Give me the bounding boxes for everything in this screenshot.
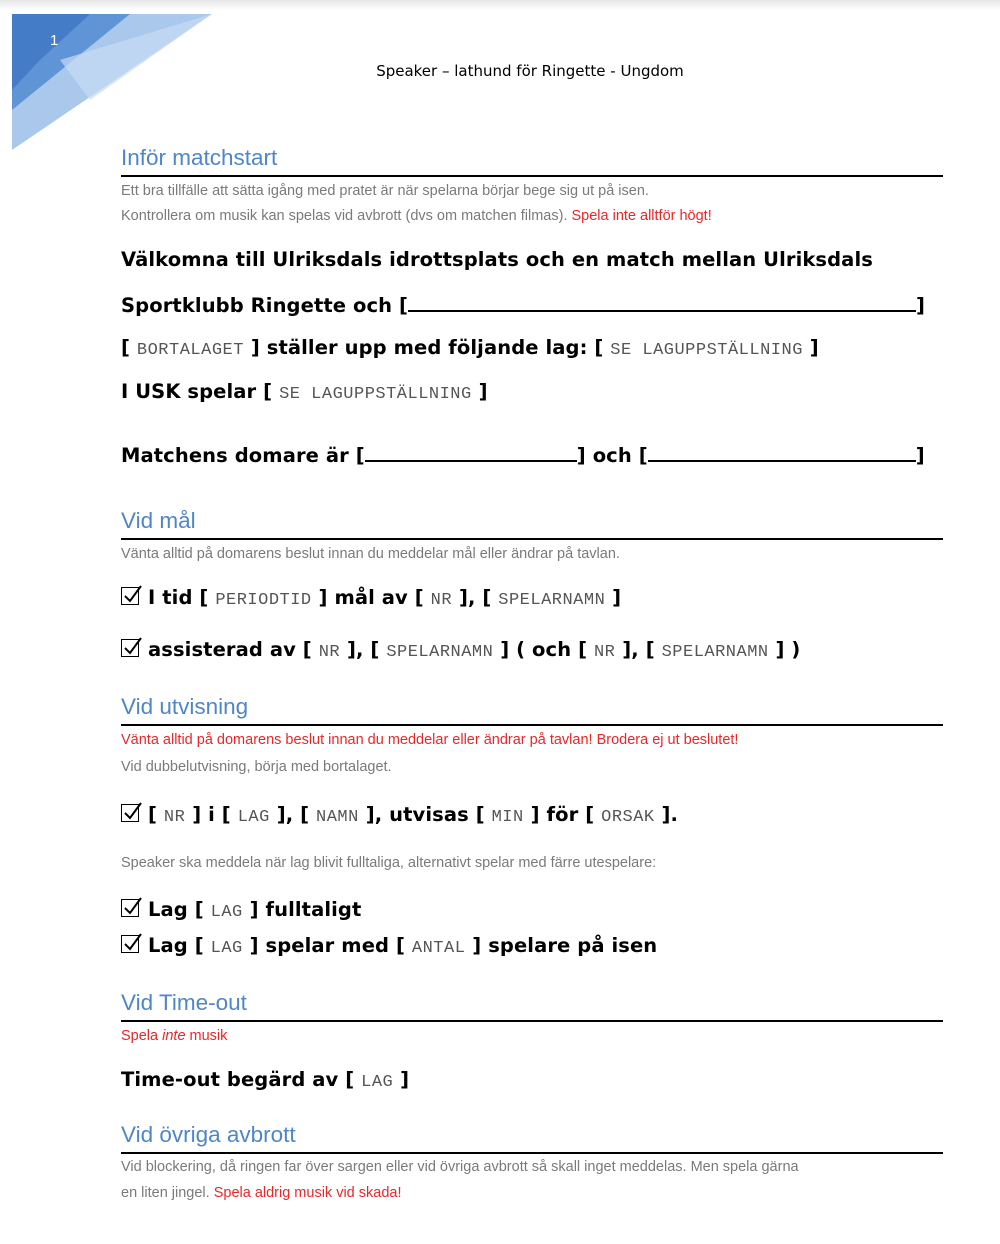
note-infor-2: Kontrollera om musik kan spelas vid avbrott (dvs om matchen filmas). Spela inte alltför högt! <box>121 208 712 224</box>
heading-vid-utvisning: Vid utvisning <box>121 692 943 726</box>
placeholder-spelarnamn: SPELARNAMN <box>661 643 769 662</box>
placeholder-lag: LAG <box>210 939 243 958</box>
usk-line: I USK spelar [ SE LAGUPPSTÄLLNING ] <box>121 380 488 404</box>
lineup-line: [ BORTALAGET ] ställer upp med följande lag: [ SE LAGUPPSTÄLLNING ] <box>121 336 819 360</box>
placeholder-nr: NR <box>430 591 453 610</box>
placeholder-lag: LAG <box>237 808 270 827</box>
placeholder-bortalaget: BORTALAGET <box>136 341 244 360</box>
referee-line: Matchens domare är [ ] och [ ] <box>121 444 925 467</box>
note-infor-1: Ett bra tillfälle att sätta igång med pratet är när spelarna börjar bege sig ut på isen. <box>121 183 649 199</box>
placeholder-lag: LAG <box>210 903 243 922</box>
placeholder-se-lag-2: SE LAGUPPSTÄLLNING <box>279 385 472 404</box>
placeholder-orsak: ORSAK <box>601 808 655 827</box>
note-mal: Vänta alltid på domarens beslut innan du meddelar mål eller ändrar på tavlan. <box>121 546 620 562</box>
note-timeout-warning: Spela inte musik <box>121 1028 228 1044</box>
blank-referee-1 <box>365 442 577 462</box>
placeholder-min: MIN <box>491 808 524 827</box>
heading-vid-mal: Vid mål <box>121 506 943 540</box>
placeholder-nr: NR <box>163 808 186 827</box>
placeholder-antal: ANTAL <box>411 939 466 958</box>
checkbox-icon <box>121 899 139 917</box>
heading-vid-time-out: Vid Time-out <box>121 988 943 1022</box>
spelar-med-line: Lag [ LAG ] spelar med [ ANTAL ] spelare på isen <box>121 934 657 958</box>
checkbox-icon <box>121 804 139 822</box>
note-ovriga-warning: Spela aldrig musik vid skada! <box>213 1185 402 1201</box>
blank-team <box>408 292 916 312</box>
note-fulltaliga: Speaker ska meddela när lag blivit fulltaliga, alternativt spelar med färre utespelare: <box>121 855 657 871</box>
timeout-line: Time-out begärd av [ LAG ] <box>121 1068 410 1092</box>
placeholder-nr: NR <box>593 643 616 662</box>
placeholder-spelarnamn: SPELARNAMN <box>498 591 606 610</box>
placeholder-nr: NR <box>318 643 341 662</box>
note-infor-warning: Spela inte alltför högt! <box>571 208 712 224</box>
penalty-line: [ NR ] i [ LAG ], [ NAMN ], utvisas [ MIN ] för [ ORSAK ]. <box>121 803 678 827</box>
assist-line: assisterad av [ NR ], [ SPELARNAMN ] ( och [ NR ], [ SPELARNAMN ] ) <box>121 638 800 662</box>
placeholder-spelarnamn: SPELARNAMN <box>386 643 494 662</box>
placeholder-periodtid: PERIODTID <box>215 591 312 610</box>
checkbox-icon <box>121 639 139 657</box>
page-number: 1 <box>50 32 59 49</box>
placeholder-se-lag-1: SE LAGUPPSTÄLLNING <box>610 341 803 360</box>
running-header: Speaker – lathund för Ringette - Ungdom <box>376 62 684 80</box>
corner-decoration <box>0 0 230 160</box>
goal-line: I tid [ PERIODTID ] mål av [ NR ], [ SPELARNAMN ] <box>121 586 621 610</box>
checkbox-icon <box>121 935 139 953</box>
heading-vid-ovriga-avbrott: Vid övriga avbrott <box>121 1120 943 1154</box>
welcome-line-1: Välkomna till Ulriksdals idrottsplats och en match mellan Ulriksdals <box>121 248 873 271</box>
note-utvisning-warning: Vänta alltid på domarens beslut innan du meddelar eller ändrar på tavlan! Brodera ej ut beslutet! <box>121 732 739 748</box>
note-ovriga-1: Vid blockering, då ringen far över sargen eller vid övriga avbrott så skall inget meddelas. Men spela gärna <box>121 1159 799 1175</box>
note-utvisning: Vid dubbelutvisning, börja med bortalaget. <box>121 759 392 775</box>
blank-referee-2 <box>648 442 916 462</box>
placeholder-lag: LAG <box>361 1073 394 1092</box>
note-ovriga-2: en liten jingel. Spela aldrig musik vid skada! <box>121 1185 402 1201</box>
welcome-line-2: Sportklubb Ringette och [ ] <box>121 294 926 317</box>
placeholder-namn: NAMN <box>316 808 359 827</box>
heading-infor-matchstart: Inför matchstart <box>121 143 943 177</box>
checkbox-icon <box>121 587 139 605</box>
fulltaligt-line: Lag [ LAG ] fulltaligt <box>121 898 361 922</box>
